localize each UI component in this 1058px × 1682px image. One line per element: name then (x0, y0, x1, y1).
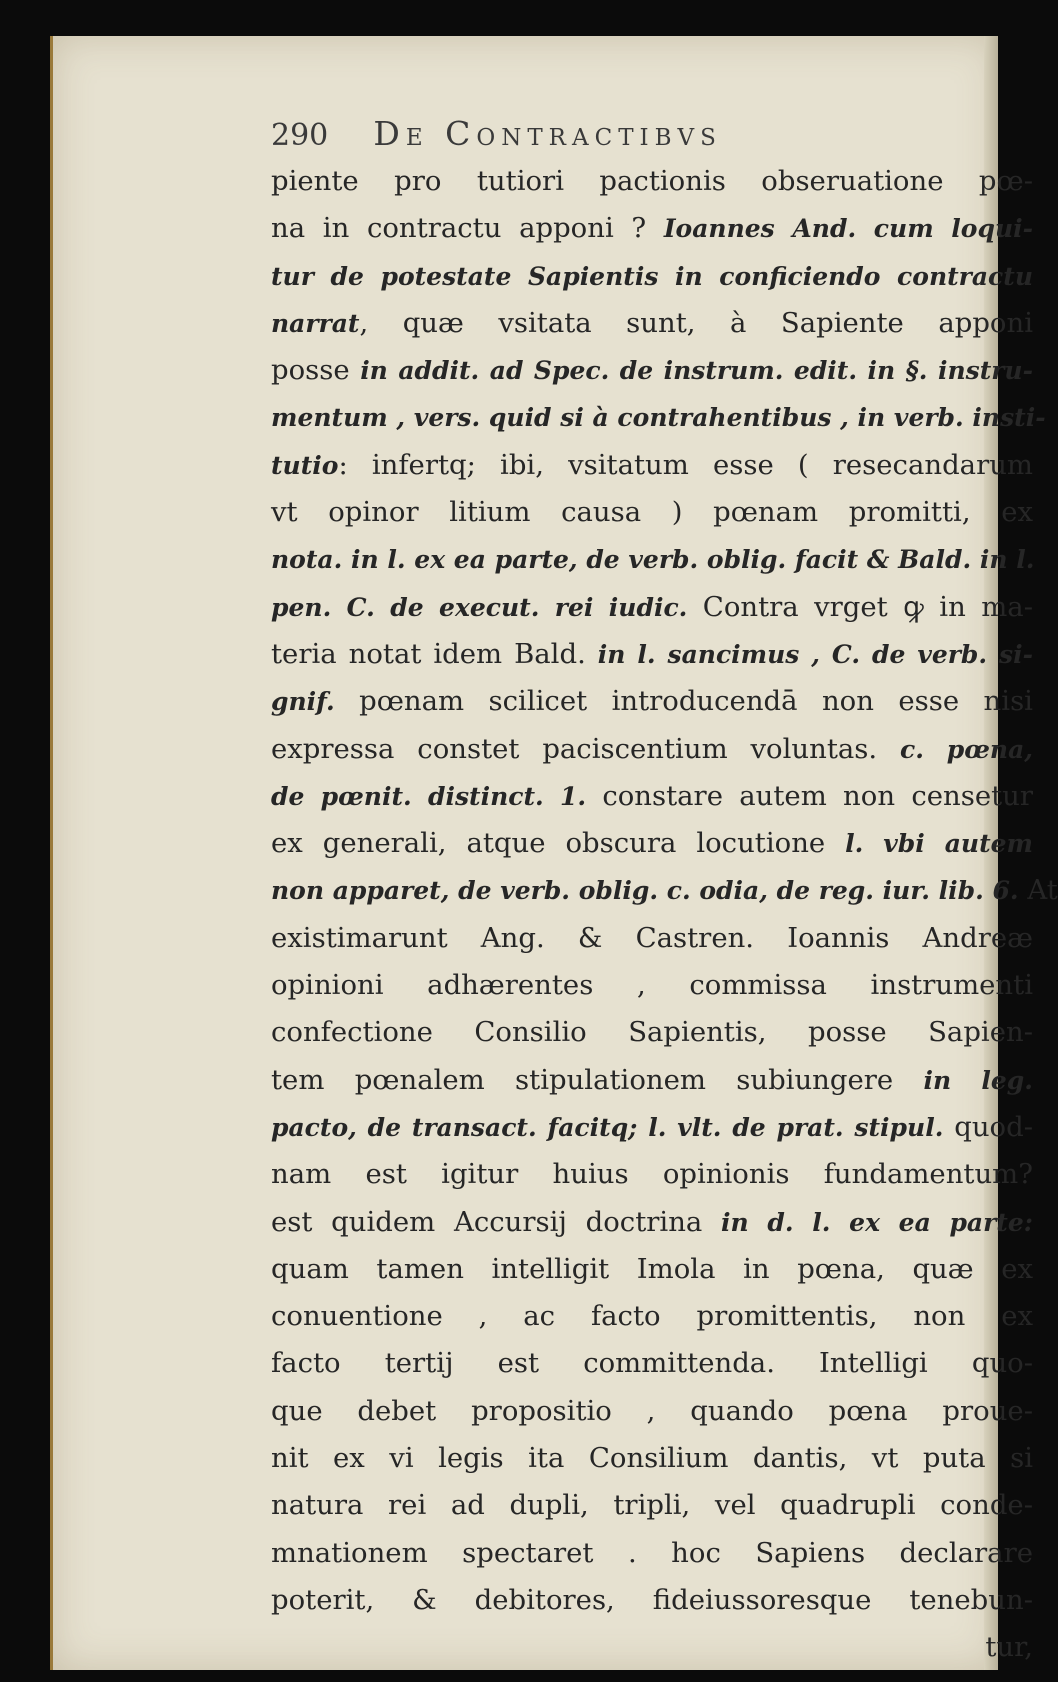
text-line (271, 1577, 1033, 1624)
text-line (271, 631, 1033, 678)
running-head (271, 114, 891, 154)
text-line (271, 1151, 1033, 1198)
text-segment: conuentione , ac facto promittentis, non ex (271, 1300, 1033, 1333)
text-line (271, 820, 1033, 867)
italic-citation: pen. C. de execut. rei iudic. (271, 592, 703, 622)
text-line (271, 253, 1033, 300)
text-line (271, 1624, 1033, 1671)
italic-citation: in leg. (923, 1065, 1033, 1095)
italic-citation: in l. sancimus , C. de verb. si- (597, 639, 1033, 669)
text-line (271, 1293, 1033, 1340)
text-line (271, 1340, 1033, 1387)
italic-citation: tutio (271, 450, 339, 480)
text-line (271, 489, 1033, 536)
text-line (271, 1388, 1033, 1435)
text-segment: poterit, & debitores, fideiussoresque tenebun- (271, 1583, 1033, 1616)
italic-citation: narrat (271, 308, 360, 338)
text-segment: opinioni adhærentes , commissa instrumenti (271, 969, 1033, 1002)
text-segment: confectione Consilio Sapientis, posse Sapien- (271, 1016, 1033, 1049)
italic-citation: in addit. ad Spec. de instrum. edit. in §. instru- (360, 356, 1033, 386)
text-segment: : infertq; ibi, vsitatum esse ( resecandarum (338, 448, 1033, 481)
text-segment: Contra vrget ꝙ in ma- (702, 590, 1033, 623)
text-segment: ex generali, atque obscura locutione (271, 827, 846, 860)
text-segment: piente pro tutiori pactionis obseruatione pœ- (271, 165, 1033, 197)
text-segment: na in contractu apponi ? (271, 212, 664, 245)
text-line (271, 773, 1033, 820)
text-segment: teria notat idem Bald. (271, 637, 598, 670)
text-segment: nit ex vi legis ita Consilium dantis, vt puta si (271, 1442, 1033, 1475)
text-line (271, 1482, 1033, 1529)
text-segment: est quidem Accursij doctrina (271, 1205, 722, 1238)
text-line (271, 1009, 1033, 1056)
italic-citation: Ioannes And. cum loqui- (663, 214, 1033, 244)
text-segment: quod- (954, 1110, 1033, 1143)
text-line (271, 1199, 1033, 1246)
text-segment: facto tertij est committenda. Intelligi quo- (271, 1347, 1033, 1380)
text-line (271, 1246, 1033, 1293)
text-line (271, 394, 1046, 441)
italic-citation: l. vbi autem (845, 829, 1033, 859)
text-segment: constare autem non censetur (602, 779, 1033, 812)
text-line (271, 536, 1033, 583)
running-title: De Contractibvs (373, 114, 722, 153)
italic-citation: in d. l. ex ea parte: (721, 1207, 1033, 1237)
text-segment: mnationem spectaret . hoc Sapiens declarare (271, 1536, 1033, 1569)
text-segment: posse (271, 354, 361, 387)
text-line (271, 678, 1033, 725)
text-segment: quam tamen intelligit Imola in pœna, quæ ex (271, 1252, 1033, 1285)
text-segment: existimarunt Ang. & Castren. Ioannis Andreæ (271, 921, 1033, 954)
text-line (271, 867, 1058, 914)
italic-citation: nota. in l. ex ea parte, de verb. oblig. facit & Bald. in l. (271, 545, 1035, 575)
text-segment: expressa constet paciscentium voluntas. (271, 732, 900, 765)
body-text (271, 158, 1058, 1672)
text-line (271, 205, 1033, 252)
text-line (271, 1435, 1033, 1482)
text-line (271, 1057, 1033, 1104)
text-segment: que debet propositio , quando pœna proue- (271, 1394, 1033, 1427)
italic-citation: non apparet, de verb. oblig. c. odia, de reg. iur. lib. 6. (271, 876, 1028, 906)
text-segment: , quæ vsitata sunt, à Sapiente apponi (359, 306, 1033, 339)
text-segment: tur, (985, 1631, 1033, 1664)
italic-citation: gnif. (271, 687, 360, 717)
text-segment: nam est igitur huius opinionis fundamentum? (271, 1158, 1033, 1191)
text-line (271, 442, 1033, 489)
text-segment: natura rei ad dupli, tripli, vel quadrupli conde- (271, 1489, 1033, 1522)
text-segment: vt opinor litium causa ) pœnam promitti, ex (271, 496, 1033, 529)
italic-citation: tur de potestate Sapientis in conficiendo contractu (271, 261, 1033, 291)
text-line (271, 1104, 1033, 1151)
text-line (271, 726, 1033, 773)
text-line (271, 347, 1033, 394)
page-number: 290 (271, 118, 329, 153)
text-line (271, 158, 1033, 205)
text-segment: pœnam scilicet introducendā non esse nisi (359, 685, 1033, 718)
text-segment: At (1027, 874, 1058, 907)
italic-citation: de pœnit. distinct. 1. (271, 781, 603, 811)
text-line (271, 300, 1033, 347)
text-line (271, 584, 1033, 631)
text-line (271, 915, 1033, 962)
text-segment: tem pœnalem stipulationem subiungere (271, 1063, 924, 1096)
italic-citation: c. pœna, (899, 734, 1033, 764)
italic-citation: pacto, de transact. facitq; l. vlt. de prat. stipul. (271, 1112, 955, 1142)
text-line (271, 962, 1033, 1009)
book-page (50, 36, 1058, 1670)
italic-citation: mentum , vers. quid si à contrahentibus , in verb. insti- (271, 403, 1046, 433)
text-line (271, 1530, 1033, 1577)
